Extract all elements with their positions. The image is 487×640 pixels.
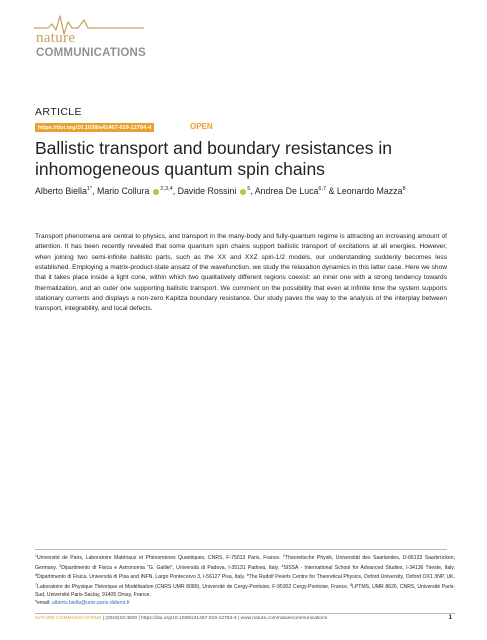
article-title: Ballistic transport and boundary resistances in inhomogeneous quantum spin chains (35, 138, 392, 179)
article-type-label: ARTICLE (35, 106, 82, 118)
author[interactable] (97, 186, 173, 196)
author-affiliation-marker: 2,3,4 (160, 186, 173, 192)
author-affiliation-marker: 6,7 (318, 186, 327, 192)
affiliation-text: Dipartimento di Fisica e Astronomia "G. Galilei", Università di Padova, I-35131 Padova, Italy. (61, 564, 282, 571)
author-name: Mario Collura (97, 186, 150, 196)
page-number: 1 (448, 615, 452, 621)
affiliation-text: Theoretische Physik, Universität des Saarlandes, D-66123 Saarbrücken, Germany. (35, 555, 455, 571)
logo-communications-text: COMMUNICATIONS (36, 47, 146, 59)
author[interactable] (178, 186, 251, 196)
page-footer (35, 616, 455, 621)
footnote-divider (35, 549, 447, 550)
email-label: *email: (35, 599, 52, 606)
affiliation-marker: 3 (59, 563, 62, 568)
affiliation-marker: 6 (246, 573, 249, 578)
affiliation-text: The Rudolf Peierls Centre for Theoretical Physics, Oxford University, Oxford OX1 3NP, UK. (248, 574, 455, 581)
affiliation-text: Laboratoire de Physique Théorique et Modélisation (CNRS UMR 8089), Université de Cergy-Pontoise, F-95302 Cergy-Pontoise, France. (37, 584, 351, 591)
author-list: Alberto Biella$^{1*}$, Mario Collura $^{2,3,4}$, Davide Rossini $^5$, Andrea De Luca$^{6,7}$ & Leonardo Mazza$^8$ (35, 186, 406, 196)
affiliations (35, 553, 455, 607)
author[interactable] (255, 186, 326, 196)
footer-divider (35, 613, 455, 614)
affiliation-marker: 5 (35, 573, 37, 578)
author-affiliation-marker: 5 (247, 186, 251, 192)
open-access-badge: OPEN (190, 122, 213, 131)
orcid-icon[interactable] (153, 189, 160, 196)
affiliation-marker: 1 (35, 554, 37, 558)
logo-nature-text: nature (36, 30, 76, 46)
author[interactable] (337, 186, 406, 196)
author-name: Davide Rossini (177, 186, 237, 196)
affiliation-marker: 2 (283, 554, 285, 558)
affiliation-text: Université de Paris, Laboratoire Matériaux et Phénomènes Quantiques, CNRS, F-75013 Paris, France. (37, 555, 283, 561)
affiliation-text: SISSA - International School for Advanced Studies, I-34136 Trieste, Italy. (283, 564, 455, 571)
doi-link[interactable]: https://doi.org/10.1038/s41467-019-12784-4 (35, 123, 154, 132)
author-name: Leonardo Mazza (336, 186, 403, 196)
affiliation-marker: 7 (35, 583, 37, 588)
affiliation-text: LPTMS, UMR 8626, CNRS, Université Paris-Sud, Université Paris-Saclay, 91405 Orsay, France. (35, 584, 456, 598)
footer-journal-name: NATURE COMMUNICATIONS (35, 616, 102, 621)
affiliation-marker: 8 (350, 583, 353, 588)
affiliation-marker: 4 (281, 563, 284, 568)
footer-citation[interactable]: | (2019)10:4820 | https://doi.org/10.1038/s41467-019-12784-4 | www.nature.com/naturecommunications (101, 616, 328, 621)
author-name: Alberto Biella (35, 186, 87, 196)
author-name: Andrea De Luca (254, 186, 319, 196)
author[interactable] (35, 186, 92, 196)
orcid-icon[interactable] (240, 189, 247, 196)
abstract: Transport phenomena are central to physics, and transport in the many-body and fully-quantum regime is attracting an increasing amount of attention. It has been recently revealed that some quantum spin chains support ballistic transport of excitations at all energies. However, when joining two semi-infinite ballistic parts, such as the XX and XXZ spin-1/2 models, our understanding suddenly becomes less established. Employing a matrix-product-state ansatz of the wavefunction, we study the relaxation dynamics in this latter case. Here we show that it takes place inside a light cone, within which two qualitatively different regions coexist: an inner one with a strong tendency towards thermalization, and an outer one supporting ballistic transport. We comment on the possibility that even at infinite time the system supports stationary currents and displays a non-zero Kapitza boundary resistance. Our study paves the way to the analysis of the interplay between transport, integrability, and local defects. (35, 233, 447, 313)
author-affiliation-marker: 1* (86, 186, 93, 192)
affiliation-text: Dipartimento di Fisica, Università di Pisa and INFN, Largo Pontecorvo 3, I-56127 Pisa, Italy. (37, 574, 247, 581)
email-link[interactable]: alberto.biella@univ-paris-diderot.fr (52, 599, 130, 606)
author-affiliation-marker: 8 (402, 186, 406, 192)
